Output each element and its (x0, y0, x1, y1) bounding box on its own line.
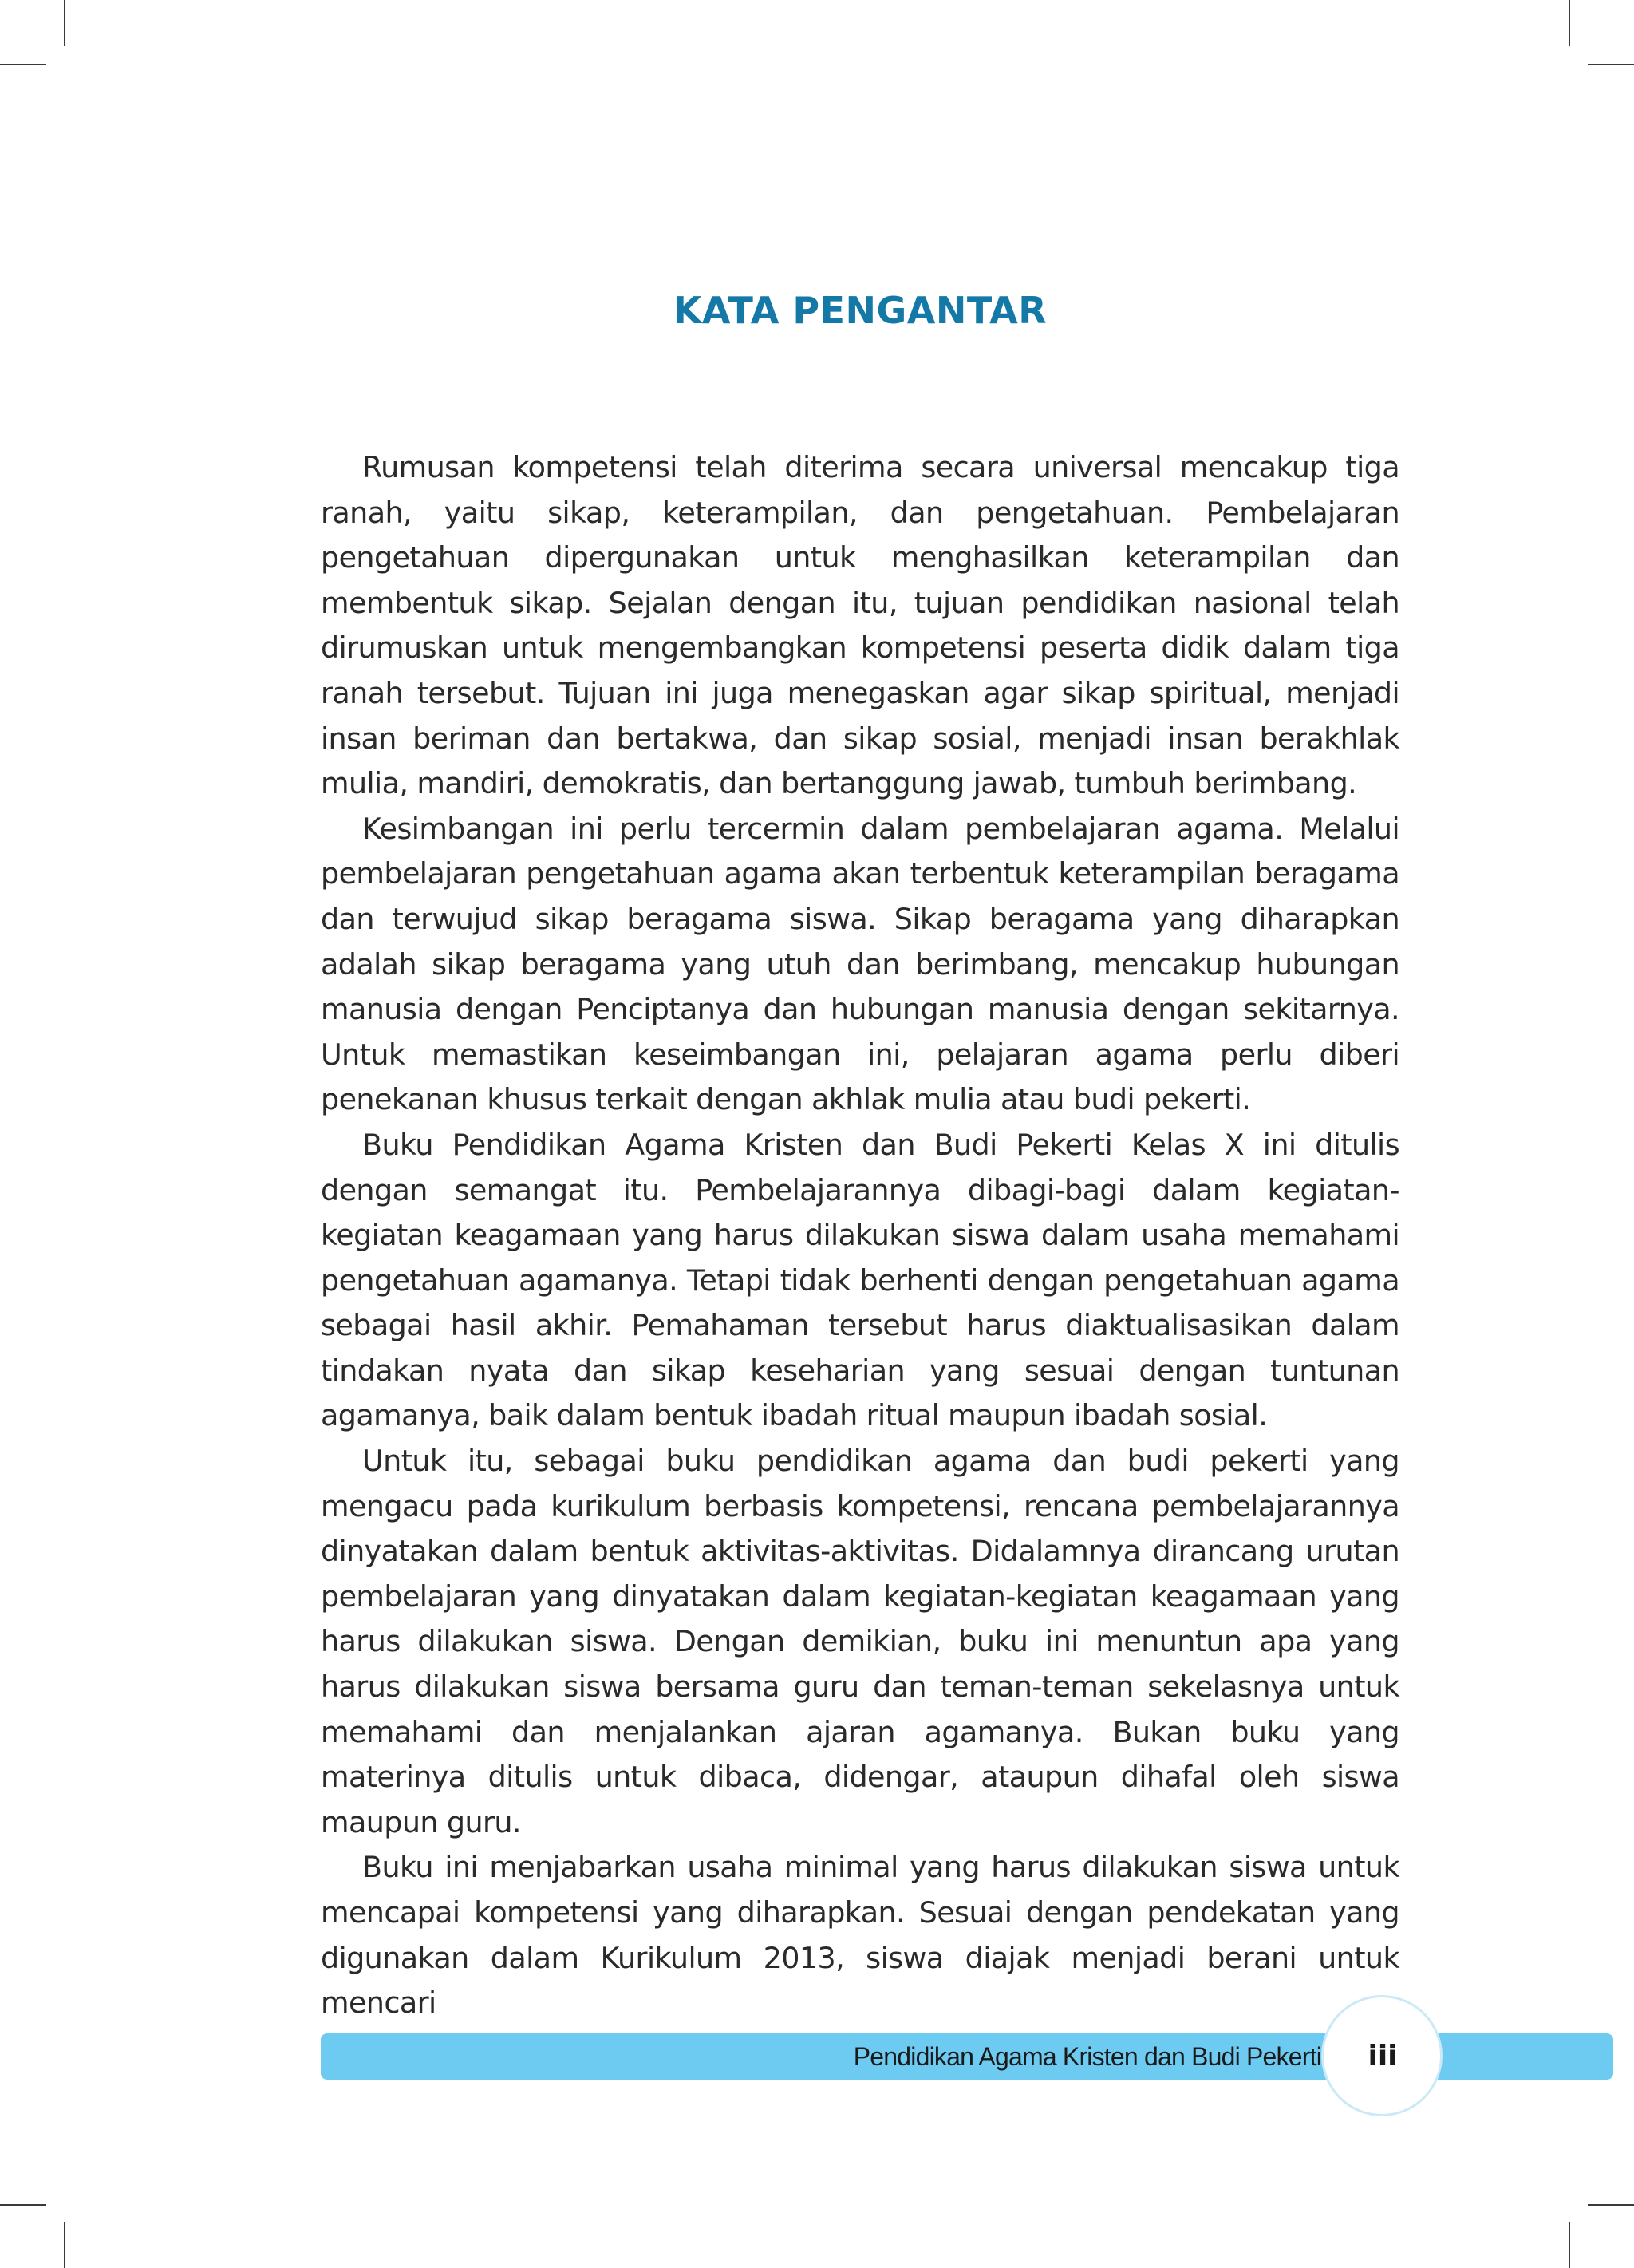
page-number: iii (1368, 2040, 1398, 2072)
paragraph: Untuk itu, sebagai buku pendidikan agama dan budi pekerti yang mengacu pada kurikulum berbasis kompetensi, rencana pembelajarannya dinyatakan dalam bentuk aktivitas-aktivitas. Didalamnya dirancang urutan pembelajaran yang dinyatakan dalam kegiatan-kegiatan keagamaan yang harus dilakukan siswa. Dengan demikian, buku ini menuntun apa yang harus dilakukan siswa bersama guru dan teman-teman sekelasnya untuk memahami dan menjalankan ajaran agamanya. Bukan buku yang materinya ditulis untuk dibaca, didengar, ataupun dihafal oleh siswa maupun guru. (321, 1444, 1399, 1839)
paragraph: Rumusan kompetensi telah diterima secara universal mencakup tiga ranah, yaitu sikap, keterampilan, dan pengetahuan. Pembelajaran pengetahuan dipergunakan untuk menghasilkan keterampilan dan membentuk sikap. Sejalan dengan itu, tujuan pendidikan nasional telah dirumuskan untuk mengembangkan kompetensi peserta didik dalam tiga ranah tersebut. Tujuan ini juga menegaskan agar sikap spiritual, menjadi insan beriman dan bertakwa, dan sikap sosial, menjadi insan berakhlak mulia, mandiri, demokratis, dan bertanggung jawab, tumbuh berimbang. (321, 450, 1399, 801)
paragraph: Buku Pendidikan Agama Kristen dan Budi Pekerti Kelas X ini ditulis dengan semangat itu. Pembelajarannya dibagi-bagi dalam kegiatan-kegiatan keagamaan yang harus dilakukan siswa dalam usaha memahami pengetahuan agamanya. Tetapi tidak berhenti dengan pengetahuan agama sebagai hasil akhir. Pemahaman tersebut harus diaktualisasikan dalam tindakan nyata dan sikap keseharian yang sesuai dengan tuntunan agamanya, baik dalam bentuk ibadah ritual maupun ibadah sosial. (321, 1127, 1399, 1433)
crop-mark (64, 2222, 65, 2268)
page-title: KATA PENGANTAR (673, 289, 1048, 332)
paragraph: Buku ini menjabarkan usaha minimal yang harus dilakukan siswa untuk mencapai kompetensi yang diharapkan. Sesuai dengan pendekatan yang digunakan dalam Kurikulum 2013, siswa diajak menjadi berani untuk mencari (321, 1850, 1399, 2021)
crop-mark (0, 2204, 46, 2206)
crop-mark (1588, 2204, 1634, 2206)
crop-mark (0, 64, 46, 65)
crop-mark (1569, 2222, 1570, 2268)
footer-book-title: Pendidikan Agama Kristen dan Budi Pekerti (853, 2042, 1321, 2071)
paragraph: Kesimbangan ini perlu tercermin dalam pembelajaran agama. Melalui pembelajaran pengetahuan agama akan terbentuk keterampilan beragama dan terwujud sikap beragama siswa. Sikap beragama yang diharapkan adalah sikap beragama yang utuh dan berimbang, mencakup hubungan manusia dengan Penciptanya dan hubungan manusia dengan sekitarnya. Untuk memastikan keseimbangan ini, pelajaran agama perlu diberi penekanan khusus terkait dengan akhlak mulia atau budi pekerti. (321, 811, 1399, 1117)
body-text (321, 445, 1399, 2026)
crop-mark (64, 0, 65, 46)
crop-mark (1569, 0, 1570, 46)
crop-mark (1588, 64, 1634, 65)
